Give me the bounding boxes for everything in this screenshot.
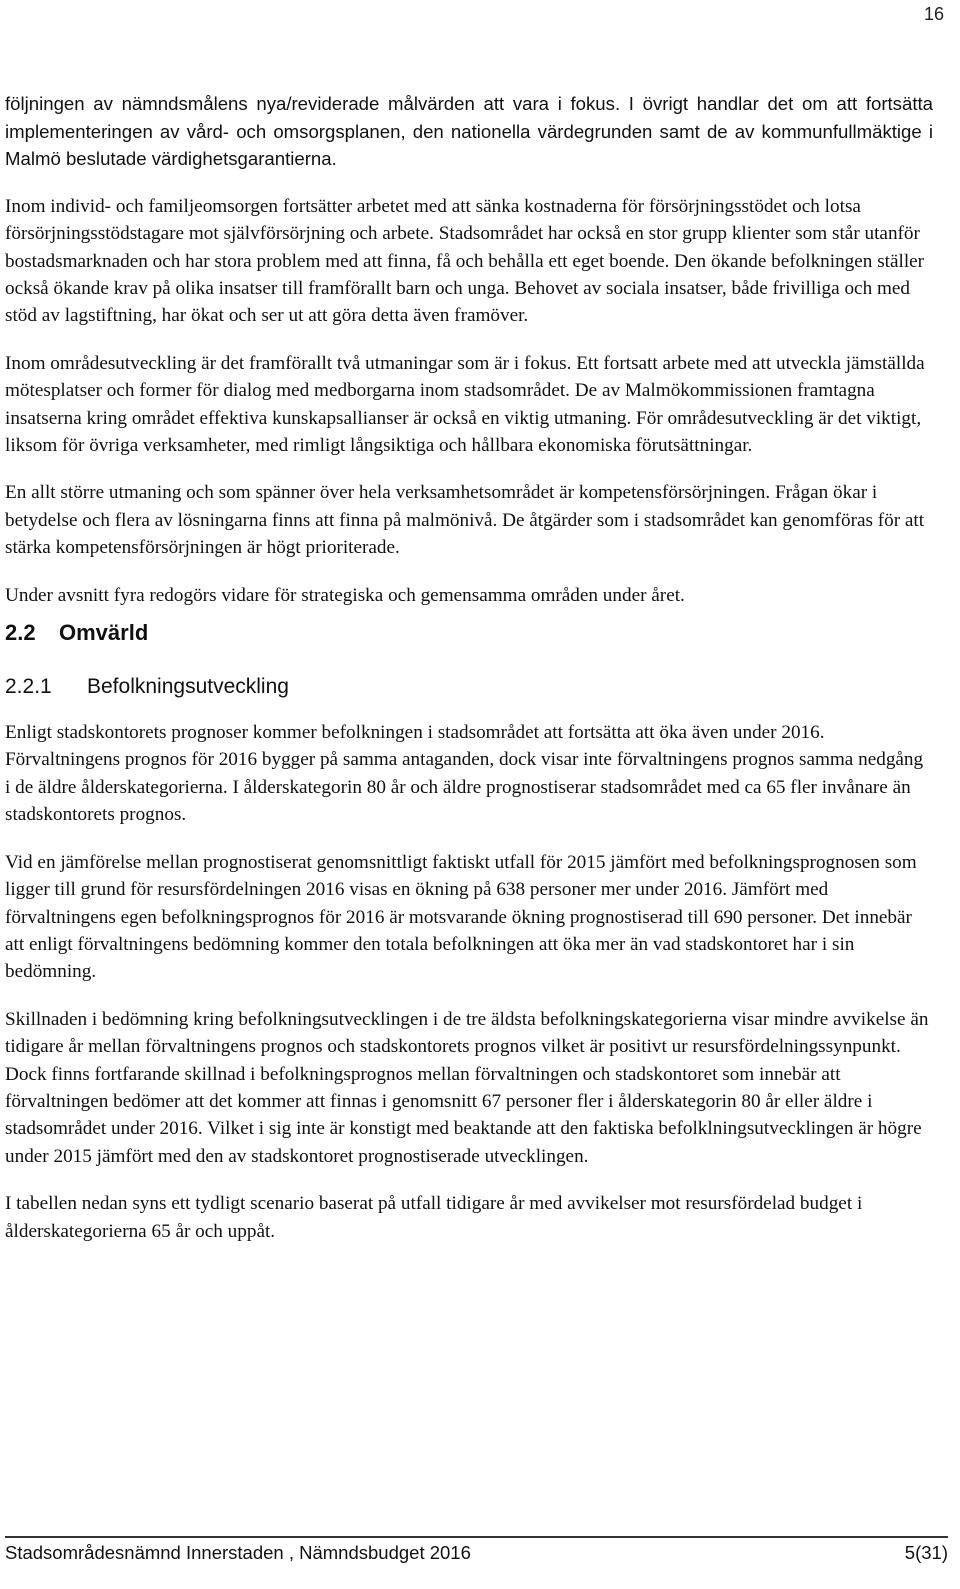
paragraph-kompetens: En allt större utmaning och som spänner över hela verksamhetsområdet är kompetensförsörjningen. Frågan ökar i betydelse och flera av lösningarna finns att finna på malmönivå. De åtgärder som i stadsområdet kan genomföras för att stärka kompetensförsörjningen är högt prioriterade.	[5, 482, 925, 559]
page-footer	[5, 1536, 948, 1564]
section-heading-omvarld	[5, 609, 933, 647]
paragraph-avsnitt: Under avsnitt fyra redogörs vidare för strategiska och gemensamma områden under året.	[5, 584, 685, 606]
subsection-title: Befolkningsutveckling	[87, 675, 289, 699]
paragraph-prognoser: Enligt stadskontorets prognoser kommer befolkningen i stadsområdet att fortsätta att öka även under 2016. Förvaltningens prognos för 2016 bygger på samma antaganden, dock visar inte förvaltningens prognos samma nedgång i de äldre ålderskategorierna. I ålderskategorin 80 år och äldre prognostiserar stadsområdet med ca 65 fler invånare än stadskontorets prognos.	[5, 722, 924, 826]
subsection-heading-befolkning	[5, 647, 933, 719]
paragraph-jamforelse: Vid en jämförelse mellan prognostiserat genomsnittligt faktiskt utfall för 2015 jämfört med befolkningsprognosen som ligger till grund för resursfördelningen 2016 visas en ökning på 638 personer mer under 2016. Jämfört med förvaltningens egen befolkningsprognos för 2016 är motsvarande ökning prognostiserad till 690 personer. Det innebär att enligt förvaltningens bedömning kommer den totala befolkningen att öka mer än vad stadskontoret har i sin bedömning.	[5, 851, 917, 983]
footer-page-count: 5(31)	[904, 1542, 948, 1563]
paragraph-skillnaden: Skillnaden i bedömning kring befolkningsutvecklingen i de tre äldsta befolkningskategorierna visar mindre avvikelse än tidigare år mellan förvaltningens prognos och stadskontorets prognos vilket är positivt ur resursfördelningssynpunkt. Dock finns fortfarande skillnad i befolkningsprognos mellan förvaltningen och stadskontoret som innebär att förvaltningen bedömer att det kommer att finnas i genomsnitt 67 personer fler i ålderskategorin 80 år eller äldre i stadsområdet under 2016. Vilket i sig inte är konstigt med beaktande att den faktiska befolklningsutvecklingen är högre under 2015 jämfört med den av stadskontoret prognostiserade utvecklingen.	[5, 1008, 929, 1167]
paragraph-intro: följningen av nämndsmålens nya/reviderade målvärden att vara i fokus. I övrigt handlar det om att fortsätta implementeringen av vård- och omsorgsplanen, den nationella värdegrunden samt de av kommunfullmäktige i Malmö beslutade värdighetsgarantierna.	[5, 93, 933, 170]
section-title: Omvärld	[59, 620, 149, 646]
subsection-number: 2.2.1	[5, 675, 52, 699]
document-body	[5, 90, 933, 1245]
paragraph-ifo: Inom individ- och familjeomsorgen fortsätter arbetet med att sänka kostnaderna för försörjningsstödet och lotsa försörjningsstödstagare mot självförsörjning och arbete. Stadsområdet har också en stor grupp klienter som står utanför bostadsmarknaden och har stora problem med att finna, få och behålla ett eget boende. Den ökande befolkningen ställer också ökande krav på olika insatser till framförallt barn och unga. Behovet av sociala insatser, både frivilliga och med stöd av lagstiftning, har ökat och ser ut att göra detta även framöver.	[5, 195, 925, 327]
paragraph-omradesutveckling: Inom områdesutveckling är det framförallt två utmaningar som är i fokus. Ett fortsatt arbete med att utveckla jämställda mötesplatser och former för dialog med medborgarna inom stadsområdet. De av Malmökommissionen framtagna insatserna kring området effektiva kunskapsallianser är också en viktig utmaning. För områdesutveckling är det viktigt, liksom för övriga verksamheter, med rimligt långsiktiga och hållbara ekonomiska förutsättningar.	[5, 352, 925, 457]
section-number: 2.2	[5, 620, 36, 646]
paragraph-tabellen: I tabellen nedan syns ett tydligt scenario baserat på utfall tidigare år med avvikelser mot resursfördelad budget i ålderskategorierna 65 år och uppåt.	[5, 1193, 863, 1242]
footer-document-title: Stadsområdesnämnd Innerstaden , Nämndsbudget 2016	[5, 1542, 471, 1563]
page-number: 16	[923, 4, 944, 24]
